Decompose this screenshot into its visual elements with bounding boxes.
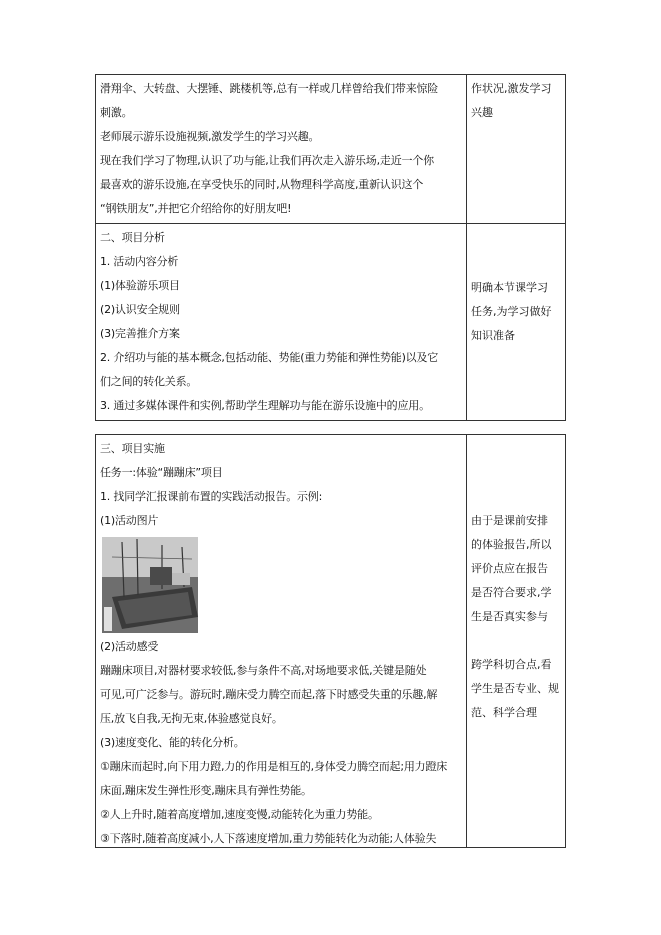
intro-row — [96, 75, 565, 224]
analysis-side-cell — [467, 224, 565, 420]
analysis-line: 3. 通过多媒体课件和实例,帮助学生理解功与能在游乐设施中的应用。 — [100, 399, 430, 412]
side-line: 的体验报告,所以 — [471, 538, 552, 551]
lesson-table-bottom — [95, 434, 566, 848]
side-line: 生是否真实参与 — [471, 610, 548, 623]
implementation-cell — [96, 435, 467, 847]
analysis-side-line: 明确本节课学习 — [471, 281, 548, 294]
implementation-line: 床面,蹦床发生弹性形变,蹦床具有弹性势能。 — [100, 784, 312, 797]
analysis-line: 1. 活动内容分析 — [100, 255, 179, 268]
implementation-line: 任务一:体验“蹦蹦床”项目 — [100, 466, 223, 479]
analysis-side-line: 任务,为学习做好 — [471, 305, 552, 318]
analysis-line: (2)认识安全规则 — [100, 303, 180, 316]
implementation-line: 蹦蹦床项目,对器材要求较低,参与条件不高,对场地要求低,关键是随处 — [100, 664, 427, 677]
intro-side-cell — [467, 75, 565, 223]
implementation-row — [96, 435, 565, 847]
implementation-heading: 三、项目实施 — [100, 442, 165, 455]
side-line: 跨学科切合点,看 — [471, 658, 552, 671]
side-line: 范、科学合理 — [471, 706, 537, 719]
implementation-line: 1. 找同学汇报课前布置的实践活动报告。示例: — [100, 490, 323, 503]
implementation-line: ①蹦床而起时,向下用力蹬,力的作用是相互的,身体受力腾空而起;用力蹬床 — [100, 760, 448, 773]
intro-line: “钢铁朋友”,并把它介绍给你的好朋友吧! — [100, 202, 292, 215]
intro-cell — [96, 75, 467, 223]
intro-side-line: 兴趣 — [471, 106, 493, 119]
analysis-side-line: 知识准备 — [471, 329, 515, 342]
analysis-heading: 二、项目分析 — [100, 231, 165, 244]
implementation-line: (1)活动图片 — [100, 514, 159, 527]
side-line — [471, 629, 561, 653]
intro-line: 现在我们学习了物理,认识了功与能,让我们再次走入游乐场,走近一个你 — [100, 154, 434, 167]
trampoline-photo — [102, 537, 198, 633]
side-line: 由于是课前安排 — [471, 514, 548, 527]
implementation-line: 可见,可广泛参与。游玩时,蹦床受力腾空而起,落下时感受失重的乐趣,解 — [100, 688, 438, 701]
analysis-row — [96, 224, 565, 420]
side-line: 评价点应在报告 — [471, 562, 548, 575]
trampoline-photo-image — [102, 537, 198, 633]
analysis-line: 2. 介绍功与能的基本概念,包括动能、势能(重力势能和弹性势能)以及它 — [100, 351, 439, 364]
analysis-line: (3)完善推介方案 — [100, 327, 180, 340]
intro-line: 老师展示游乐设施视频,激发学生的学习兴趣。 — [100, 130, 320, 143]
lesson-table-top — [95, 74, 566, 421]
analysis-line: 们之间的转化关系。 — [100, 375, 198, 388]
implementation-line: ③下落时,随着高度减小,人下落速度增加,重力势能转化为动能;人体验失 — [100, 832, 437, 845]
intro-line: 滑翔伞、大转盘、大摆锤、跳楼机等,总有一样或几样曾给我们带来惊险 — [100, 82, 439, 95]
intro-side-line: 作状况,激发学习 — [471, 82, 552, 95]
implementation-line: ②人上升时,随着高度增加,速度变慢,动能转化为重力势能。 — [100, 808, 379, 821]
analysis-line: (1)体验游乐项目 — [100, 279, 180, 292]
implementation-line: (2)活动感受 — [100, 640, 159, 653]
implementation-line: (3)速度变化、能的转化分析。 — [100, 736, 245, 749]
side-line: 是否符合要求,学 — [471, 586, 552, 599]
side-line: 学生是否专业、规 — [471, 682, 559, 695]
intro-line: 刺激。 — [100, 106, 133, 119]
implementation-line: 压,放飞自我,无拘无束,体验感觉良好。 — [100, 712, 283, 725]
intro-line: 最喜欢的游乐设施,在享受快乐的同时,从物理科学高度,重新认识这个 — [100, 178, 424, 191]
analysis-cell — [96, 224, 467, 420]
implementation-side-cell — [467, 435, 565, 847]
